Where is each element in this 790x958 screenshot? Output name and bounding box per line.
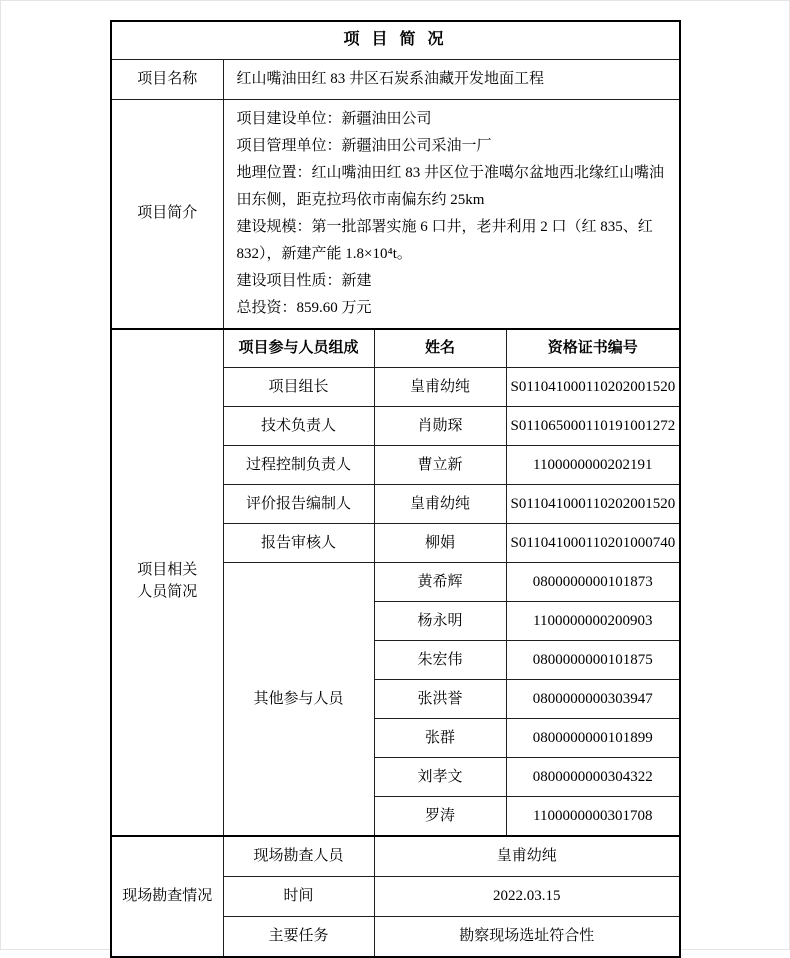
cell-cert: 0800000000303947 bbox=[506, 680, 680, 719]
header-name: 姓名 bbox=[374, 329, 506, 368]
survey-row-value: 勘察现场选址符合性 bbox=[374, 917, 680, 957]
cell-name: 张群 bbox=[374, 719, 506, 758]
cell-cert: 1100000000301708 bbox=[506, 797, 680, 836]
cell-role: 过程控制负责人 bbox=[223, 446, 374, 485]
cell-cert: 1100000000200903 bbox=[506, 602, 680, 641]
cell-cert: S011041000110201000740 bbox=[506, 524, 680, 563]
cell-name: 曹立新 bbox=[374, 446, 506, 485]
cell-name: 罗涛 bbox=[374, 797, 506, 836]
survey-row-label: 现场勘查人员 bbox=[223, 836, 374, 877]
intro-line-management-unit: 项目管理单位：新疆油田公司采油一厂 bbox=[236, 137, 492, 154]
cell-name: 皇甫幼纯 bbox=[374, 485, 506, 524]
cell-role: 报告审核人 bbox=[223, 524, 374, 563]
personnel-section-label-line1: 项目相关 bbox=[137, 562, 198, 579]
cell-cert: 0800000000101875 bbox=[506, 641, 680, 680]
cell-cert: S011041000110202001520 bbox=[506, 368, 680, 407]
project-name-value: 红山嘴油田红 83 井区石炭系油藏开发地面工程 bbox=[223, 59, 680, 99]
survey-row-label: 时间 bbox=[223, 877, 374, 917]
survey-section-label: 现场勘查情况 bbox=[111, 836, 223, 957]
title-row bbox=[111, 21, 680, 59]
cell-name: 肖勋琛 bbox=[374, 407, 506, 446]
cell-name: 皇甫幼纯 bbox=[374, 368, 506, 407]
cell-cert: S011065000110191001272 bbox=[506, 407, 680, 446]
cell-cert: 0800000000101873 bbox=[506, 563, 680, 602]
survey-row-value: 皇甫幼纯 bbox=[374, 836, 680, 877]
cell-cert: S011041000110202001520 bbox=[506, 485, 680, 524]
cell-role: 项目组长 bbox=[223, 368, 374, 407]
survey-row-label: 主要任务 bbox=[223, 917, 374, 957]
intro-line-nature: 建设项目性质：新建 bbox=[236, 272, 372, 289]
cell-name: 朱宏伟 bbox=[374, 641, 506, 680]
cell-cert: 0800000000304322 bbox=[506, 758, 680, 797]
personnel-section-label-line2: 人员简况 bbox=[137, 584, 198, 600]
intro-line-location: 地理位置：红山嘴油田红 83 井区位于准噶尔盆地西北缘红山嘴油田东侧，距克拉玛依市南偏东约 25km bbox=[236, 164, 665, 208]
page-title: 项 目 简 况 bbox=[111, 21, 680, 59]
header-cert: 资格证书编号 bbox=[506, 329, 680, 368]
survey-row bbox=[111, 836, 680, 877]
intro-line-scale: 建设规模：第一批部署实施 6 口井，老井利用 2 口（红 835、红 832），新建产能 1.8×10⁴t。 bbox=[236, 218, 653, 262]
header-role: 项目参与人员组成 bbox=[223, 329, 374, 368]
cell-name: 刘孝文 bbox=[374, 758, 506, 797]
project-name-label: 项目名称 bbox=[111, 59, 223, 99]
cell-name: 张洪誉 bbox=[374, 680, 506, 719]
project-intro-label: 项目简介 bbox=[111, 99, 223, 329]
cell-role: 评价报告编制人 bbox=[223, 485, 374, 524]
intro-line-construction-unit: 项目建设单位：新疆油田公司 bbox=[236, 110, 432, 127]
project-intro-row bbox=[111, 99, 680, 329]
cell-name: 杨永明 bbox=[374, 602, 506, 641]
cell-name: 柳娟 bbox=[374, 524, 506, 563]
personnel-header-row bbox=[111, 329, 680, 368]
intro-line-investment: 总投资：859.60 万元 bbox=[236, 299, 372, 316]
survey-row-value: 2022.03.15 bbox=[374, 877, 680, 917]
cell-cert: 0800000000101899 bbox=[506, 719, 680, 758]
cell-others-label: 其他参与人员 bbox=[223, 563, 374, 836]
personnel-section-label bbox=[111, 329, 223, 836]
project-overview-table bbox=[110, 20, 681, 958]
project-intro-content bbox=[223, 99, 680, 329]
cell-role: 技术负责人 bbox=[223, 407, 374, 446]
cell-cert: 1100000000202191 bbox=[506, 446, 680, 485]
project-name-row bbox=[111, 59, 680, 99]
cell-name: 黄希辉 bbox=[374, 563, 506, 602]
